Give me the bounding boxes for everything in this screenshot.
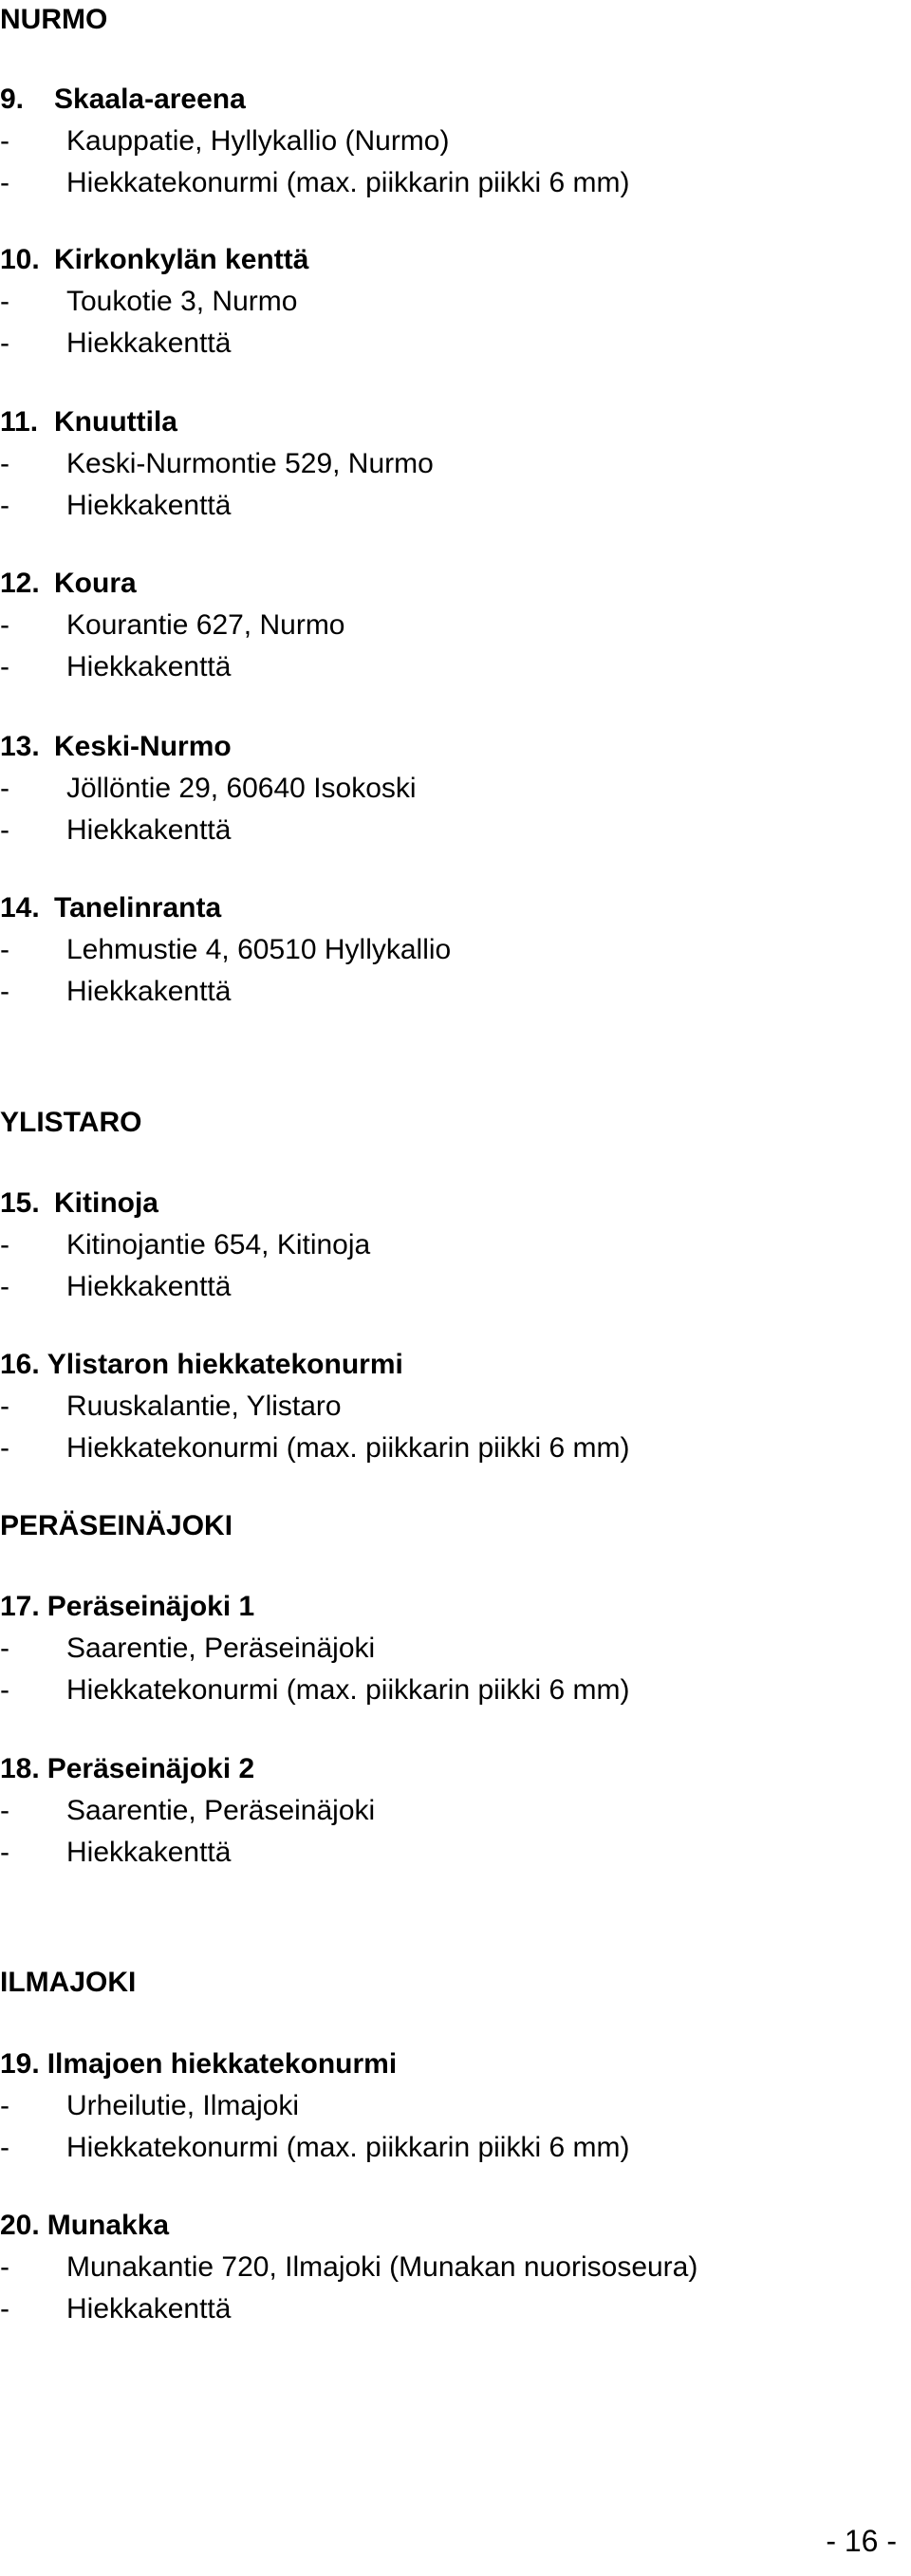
venue-name: Munakka	[46, 2210, 170, 2241]
venue-entry-14	[0, 894, 892, 1006]
dash-marker: -	[0, 1633, 9, 1664]
venue-entry-13	[0, 733, 892, 845]
venue-name: Peräseinäjoki 1	[46, 1591, 255, 1622]
venue-surface-text: Hiekkakenttä	[66, 490, 232, 521]
venue-title	[0, 1593, 892, 1621]
venue-name: Tanelinranta	[54, 892, 222, 924]
venue-address	[0, 1392, 892, 1421]
venue-number: 15.	[0, 1187, 40, 1219]
venue-address-text: Keski-Nurmontie 529, Nurmo	[66, 448, 434, 479]
venue-surface	[0, 1839, 892, 1867]
venue-surface	[0, 2134, 892, 2162]
venue-surface	[0, 1676, 892, 1705]
dash-marker: -	[0, 167, 9, 198]
venue-surface-text: Hiekkakenttä	[66, 814, 232, 846]
venue-address	[0, 450, 892, 478]
venue-number: 20.	[0, 2210, 40, 2241]
venue-title	[0, 408, 892, 437]
venue-name: Keski-Nurmo	[54, 731, 232, 762]
dash-marker: -	[0, 490, 9, 521]
venue-address	[0, 611, 892, 640]
venue-entry-10	[0, 246, 892, 358]
dash-marker: -	[0, 773, 9, 804]
venue-entry-19	[0, 2050, 892, 2162]
venue-address-text: Lehmustie 4, 60510 Hyllykallio	[66, 934, 452, 965]
venue-name: Ilmajoen hiekkatekonurmi	[46, 2048, 398, 2080]
dash-marker: -	[0, 286, 9, 317]
dash-marker: -	[0, 125, 9, 157]
venue-surface-text: Hiekkatekonurmi (max. piikkarin piikki 6 mm)	[66, 2132, 630, 2163]
region-heading-ylistaro: YLISTARO	[0, 1107, 142, 1138]
venue-title	[0, 85, 892, 114]
dash-marker: -	[0, 2293, 9, 2324]
venue-name: Skaala-areena	[54, 84, 246, 115]
dash-marker: -	[0, 651, 9, 682]
venue-surface	[0, 1273, 892, 1301]
venue-title	[0, 1189, 892, 1218]
venue-address	[0, 775, 892, 803]
dash-marker: -	[0, 1837, 9, 1868]
venue-surface	[0, 329, 892, 358]
venue-number: 14.	[0, 892, 40, 924]
venue-title	[0, 246, 892, 274]
venue-entry-15	[0, 1189, 892, 1301]
venue-surface-text: Hiekkakenttä	[66, 1271, 232, 1302]
dash-marker: -	[0, 1391, 9, 1422]
venue-entry-11	[0, 408, 892, 520]
dash-marker: -	[0, 2090, 9, 2121]
venue-number: 19.	[0, 2048, 40, 2080]
venue-surface	[0, 169, 892, 197]
venue-title	[0, 894, 892, 923]
venue-address	[0, 1634, 892, 1663]
venue-address-text: Kitinojantie 654, Kitinoja	[66, 1229, 371, 1260]
venue-address	[0, 1231, 892, 1260]
venue-surface-text: Hiekkatekonurmi (max. piikkarin piikki 6 mm)	[66, 1432, 630, 1464]
dash-marker: -	[0, 609, 9, 641]
venue-name: Peräseinäjoki 2	[46, 1753, 255, 1784]
dash-marker: -	[0, 934, 9, 965]
venue-surface	[0, 2295, 892, 2324]
venue-address	[0, 288, 892, 316]
venue-entry-9	[0, 85, 892, 197]
venue-title	[0, 1755, 892, 1783]
venue-address-text: Ruuskalantie, Ylistaro	[66, 1391, 342, 1422]
venue-address-text: Saarentie, Peräseinäjoki	[66, 1633, 376, 1664]
venue-address	[0, 1797, 892, 1825]
venue-number: 10.	[0, 244, 40, 275]
dash-marker: -	[0, 1674, 9, 1706]
venue-surface-text: Hiekkakenttä	[66, 651, 232, 682]
venue-surface	[0, 816, 892, 845]
venue-entry-12	[0, 569, 892, 681]
venue-address	[0, 2092, 892, 2120]
venue-surface-text: Hiekkakenttä	[66, 327, 232, 359]
venue-title	[0, 1351, 892, 1379]
venue-entry-16	[0, 1351, 892, 1463]
venue-surface	[0, 978, 892, 1006]
venue-address-text: Munakantie 720, Ilmajoki (Munakan nuorisoseura)	[66, 2251, 698, 2283]
dash-marker: -	[0, 327, 9, 359]
venue-surface	[0, 653, 892, 681]
dash-marker: -	[0, 448, 9, 479]
venue-surface-text: Hiekkatekonurmi (max. piikkarin piikki 6 mm)	[66, 1674, 630, 1706]
venue-name: Koura	[54, 568, 137, 599]
dash-marker: -	[0, 814, 9, 846]
venue-address-text: Toukotie 3, Nurmo	[66, 286, 298, 317]
region-heading-ilmajoki: ILMAJOKI	[0, 1967, 137, 1998]
venue-name: Ylistaron hiekkatekonurmi	[46, 1349, 403, 1380]
venue-number: 16.	[0, 1349, 40, 1380]
venue-address-text: Kauppatie, Hyllykallio (Nurmo)	[66, 125, 450, 157]
venue-address-text: Jöllöntie 29, 60640 Isokoski	[66, 773, 417, 804]
dash-marker: -	[0, 1795, 9, 1826]
venue-title	[0, 2050, 892, 2079]
venue-entry-18	[0, 1755, 892, 1867]
venue-title	[0, 733, 892, 761]
venue-surface-text: Hiekkakenttä	[66, 1837, 232, 1868]
venue-address-text: Kourantie 627, Nurmo	[66, 609, 345, 641]
page-number: - 16 -	[826, 2524, 897, 2558]
venue-address	[0, 2253, 892, 2282]
dash-marker: -	[0, 1432, 9, 1464]
venue-surface-text: Hiekkakenttä	[66, 2293, 232, 2324]
venue-name: Kirkonkylän kenttä	[54, 244, 309, 275]
venue-surface	[0, 1434, 892, 1463]
dash-marker: -	[0, 1229, 9, 1260]
venue-number: 9.	[0, 84, 25, 115]
venue-address	[0, 936, 892, 964]
venue-title	[0, 569, 892, 598]
region-heading-peraseinajoki: PERÄSEINÄJOKI	[0, 1510, 233, 1541]
venue-entry-17	[0, 1593, 892, 1705]
dash-marker: -	[0, 2132, 9, 2163]
venue-number: 17.	[0, 1591, 40, 1622]
venue-title	[0, 2212, 892, 2240]
dash-marker: -	[0, 1271, 9, 1302]
dash-marker: -	[0, 976, 9, 1007]
venue-number: 12.	[0, 568, 40, 599]
venue-surface-text: Hiekkatekonurmi (max. piikkarin piikki 6 mm)	[66, 167, 630, 198]
venue-surface	[0, 492, 892, 520]
venue-surface-text: Hiekkakenttä	[66, 976, 232, 1007]
venue-number: 18.	[0, 1753, 40, 1784]
venue-name: Kitinoja	[54, 1187, 158, 1219]
region-heading-nurmo: NURMO	[0, 4, 108, 35]
venue-entry-20	[0, 2212, 892, 2324]
venue-address-text: Urheilutie, Ilmajoki	[66, 2090, 300, 2121]
venue-address-text: Saarentie, Peräseinäjoki	[66, 1795, 376, 1826]
venue-address	[0, 127, 892, 156]
venue-number: 13.	[0, 731, 40, 762]
venue-number: 11.	[0, 406, 39, 438]
venue-name: Knuuttila	[54, 406, 177, 438]
dash-marker: -	[0, 2251, 9, 2283]
